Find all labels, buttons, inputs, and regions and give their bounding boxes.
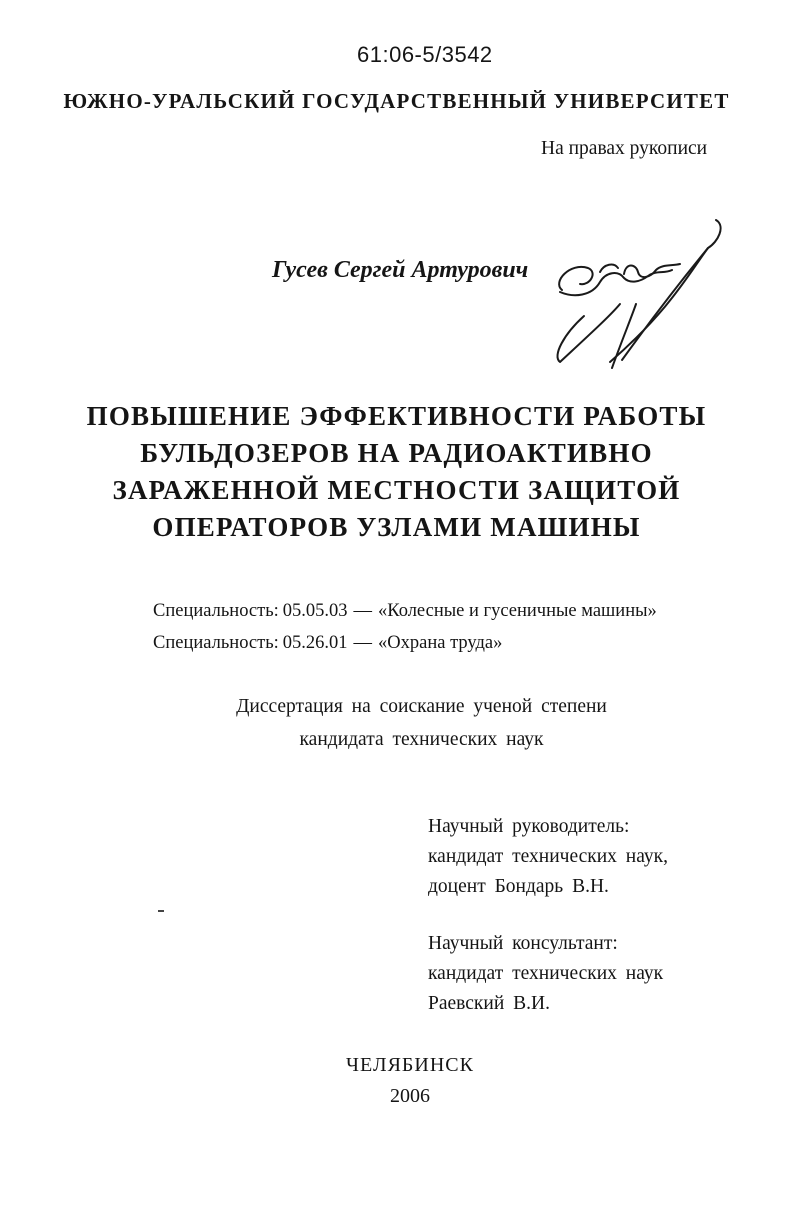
specialty-line: [153, 601, 657, 622]
specialty-code: 05.05.03: [282, 601, 348, 621]
consultant-block: [428, 929, 663, 1019]
rights-note: На правах рукописи: [541, 138, 708, 159]
dissertation-title: [0, 398, 793, 546]
degree-line: кандидата технических наук: [299, 729, 544, 750]
author-signature: [540, 212, 740, 372]
supervisor-line: кандидат технических наук,: [428, 846, 668, 867]
year: 2006: [390, 1085, 430, 1107]
city: ЧЕЛЯБИНСК: [346, 1054, 474, 1076]
specialty-dash: —: [353, 633, 373, 653]
specialty-name: «Колесные и гусеничные машины»: [378, 601, 657, 621]
university-name: ЮЖНО-УРАЛЬСКИЙ ГОСУДАРСТВЕННЫЙ УНИВЕРСИТЕТ: [63, 89, 730, 113]
specialty-code: 05.26.01: [282, 633, 348, 653]
title-line: ОПЕРАТОРОВ УЗЛАМИ МАШИНЫ: [152, 512, 641, 542]
title-line: БУЛЬДОЗЕРОВ НА РАДИОАКТИВНО: [140, 438, 653, 468]
specialty-name: «Охрана труда»: [378, 633, 503, 653]
supervisor-line: доцент Бондарь В.Н.: [428, 876, 609, 897]
dissertation-degree: [0, 690, 793, 756]
supervisor-block: [428, 812, 668, 902]
supervisor-line: Научный руководитель:: [428, 816, 630, 837]
author-name: Гусев Сергей Артурович: [272, 257, 529, 283]
specialty-label: Специальность:: [153, 633, 279, 653]
specialty-label: Специальность:: [153, 601, 279, 621]
scan-speck: [158, 910, 164, 912]
specialty-dash: —: [353, 601, 373, 621]
degree-line: Диссертация на соискание ученой степени: [236, 696, 607, 717]
archive-code: 61:06-5/3542: [357, 42, 493, 67]
title-line: ЗАРАЖЕННОЙ МЕСТНОСТИ ЗАЩИТОЙ: [112, 475, 681, 505]
consultant-line: Научный консультант:: [428, 933, 618, 954]
title-line: ПОВЫШЕНИЕ ЭФФЕКТИВНОСТИ РАБОТЫ: [86, 401, 707, 431]
specialty-line: [153, 633, 502, 654]
consultant-line: кандидат технических наук: [428, 963, 664, 984]
consultant-line: Раевский В.И.: [428, 993, 550, 1014]
